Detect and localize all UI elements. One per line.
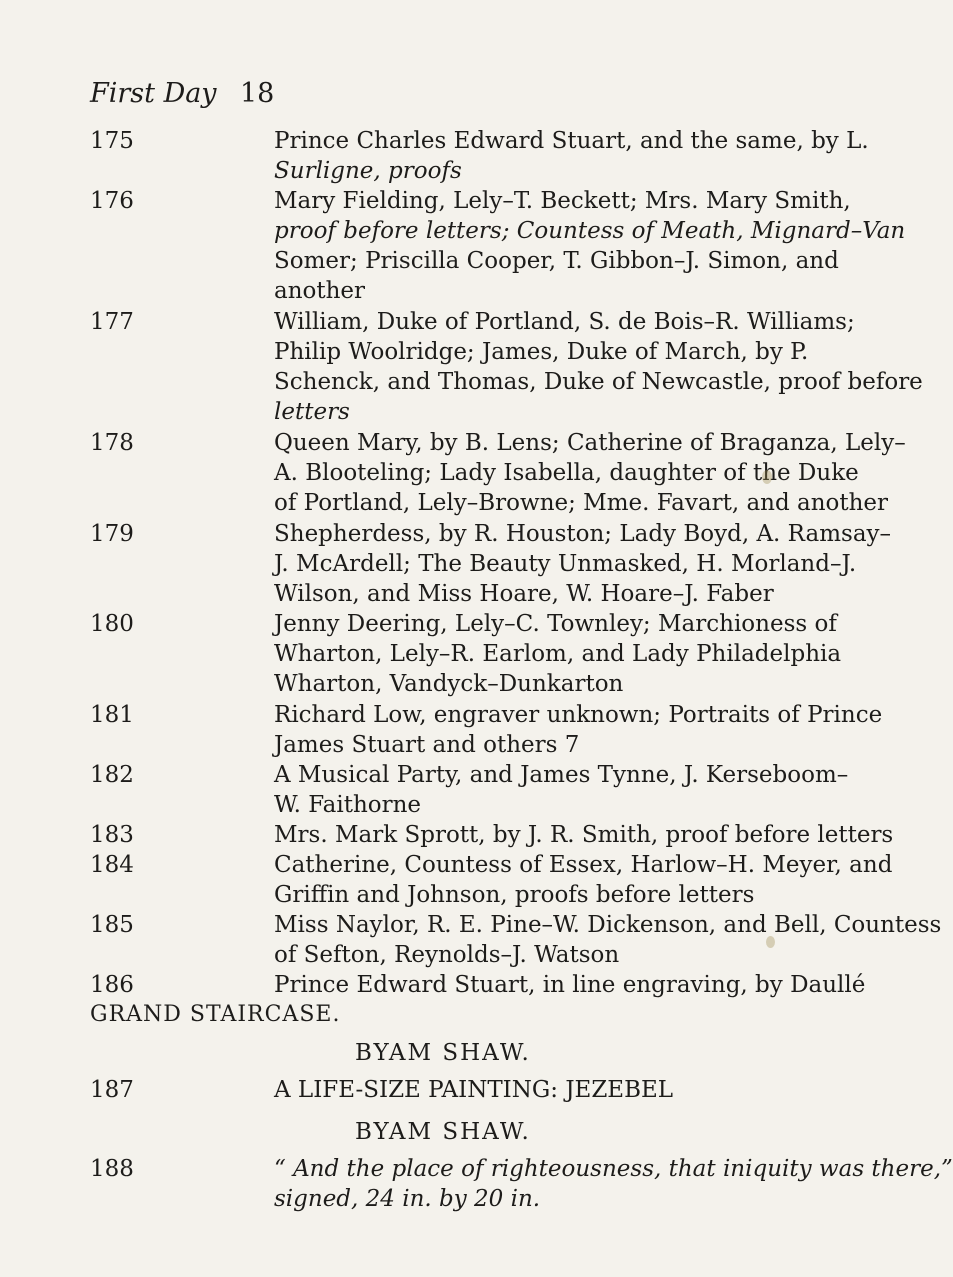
lot-line: Richard Low, engraver unknown; Portraits of Prince	[274, 702, 883, 728]
lot-line: letters	[274, 399, 350, 425]
lot-line: Jenny Deering, Lely–C. Townley; Marchioness of	[274, 611, 837, 637]
lot-line: Queen Mary, by B. Lens; Catherine of Braganza, Lely–	[274, 430, 906, 456]
day-title: First Day	[90, 78, 217, 109]
artist-heading: BYAM SHAW.	[355, 1119, 531, 1145]
lot-number: 186	[90, 972, 134, 998]
lot-number: 187	[90, 1077, 134, 1103]
lot-line: Somer; Priscilla Cooper, T. Gibbon–J. Simon, and	[274, 248, 839, 274]
lot-description	[274, 700, 883, 760]
section-heading: GRAND STAIRCASE.	[90, 1002, 341, 1027]
lot-number: 182	[90, 762, 134, 788]
lot-description	[274, 519, 892, 609]
lot-number: 176	[90, 188, 134, 214]
lot-number: 188	[90, 1156, 134, 1182]
lot-line: proof before letters; Countess of Meath, Mignard–Van	[274, 218, 906, 244]
lot-description	[274, 428, 906, 518]
lot-line: of Portland, Lely–Browne; Mme. Favart, and another	[274, 490, 889, 516]
lot-line: Schenck, and Thomas, Duke of Newcastle, proof before	[274, 369, 923, 395]
lot-line: W. Faithorne	[274, 792, 422, 818]
lot-description	[274, 1154, 953, 1214]
paper-stain	[766, 936, 775, 948]
lot-line: Prince Charles Edward Stuart, and the same, by L.	[274, 128, 869, 154]
lot-description	[274, 307, 923, 427]
lot-number: 185	[90, 912, 134, 938]
lot-line: Wharton, Vandyck–Dunkarton	[274, 671, 624, 697]
lot-line: Wharton, Lely–R. Earlom, and Lady Philadelphia	[274, 641, 842, 667]
lot-description	[274, 126, 869, 186]
artist-heading: BYAM SHAW.	[355, 1040, 531, 1066]
lot-line: Mrs. Mark Sprott, by J. R. Smith, proof before letters	[274, 822, 894, 848]
lot-line: Catherine, Countess of Essex, Harlow–H. Meyer, and	[274, 852, 893, 878]
lot-line: signed, 24 in. by 20 in.	[274, 1186, 541, 1212]
lot-line: “ And the place of righteousness, that iniquity was there,”	[274, 1156, 953, 1182]
lot-number: 181	[90, 702, 134, 728]
lot-number: 183	[90, 822, 134, 848]
lot-line: Surligne, proofs	[274, 158, 462, 184]
lot-line: of Sefton, Reynolds–J. Watson	[274, 942, 620, 968]
lot-description	[274, 910, 942, 970]
lot-line: James Stuart and others 7	[274, 732, 580, 758]
lot-line: Prince Edward Stuart, in line engraving, by Daullé	[274, 972, 866, 998]
lot-line: William, Duke of Portland, S. de Bois–R. Williams;	[274, 309, 855, 335]
lot-description	[274, 609, 842, 699]
lot-line: Mary Fielding, Lely–T. Beckett; Mrs. Mary Smith,	[274, 188, 851, 214]
lot-line: Wilson, and Miss Hoare, W. Hoare–J. Faber	[274, 581, 774, 607]
lot-description	[274, 186, 906, 306]
lot-line: another	[274, 278, 366, 304]
lot-line: A Musical Party, and James Tynne, J. Kerseboom–	[274, 762, 849, 788]
lot-description	[274, 820, 894, 850]
lot-number: 177	[90, 309, 134, 335]
lot-number: 178	[90, 430, 134, 456]
lot-line: Miss Naylor, R. E. Pine–W. Dickenson, and Bell, Countess	[274, 912, 942, 938]
lot-line: Griffin and Johnson, proofs before letters	[274, 882, 755, 908]
lot-line: J. McArdell; The Beauty Unmasked, H. Morland–J.	[274, 551, 857, 577]
lot-description	[274, 970, 866, 1000]
page-number: 18	[240, 78, 275, 109]
lot-line: Philip Woolridge; James, Duke of March, by P.	[274, 339, 809, 365]
lot-line: A. Blooteling; Lady Isabella, daughter of the Duke	[274, 460, 859, 486]
lot-number: 180	[90, 611, 134, 637]
lot-description	[274, 850, 893, 910]
page-header	[90, 78, 275, 109]
lot-description	[274, 760, 849, 820]
lot-number: 184	[90, 852, 134, 878]
lot-number: 179	[90, 521, 134, 547]
lot-description	[274, 1075, 774, 1105]
lot-number: 175	[90, 128, 134, 154]
paper-stain	[762, 470, 772, 484]
lot-line: A LIFE-SIZE PAINTING: JEZEBEL	[274, 1077, 674, 1103]
lot-line: Shepherdess, by R. Houston; Lady Boyd, A. Ramsay–	[274, 521, 892, 547]
